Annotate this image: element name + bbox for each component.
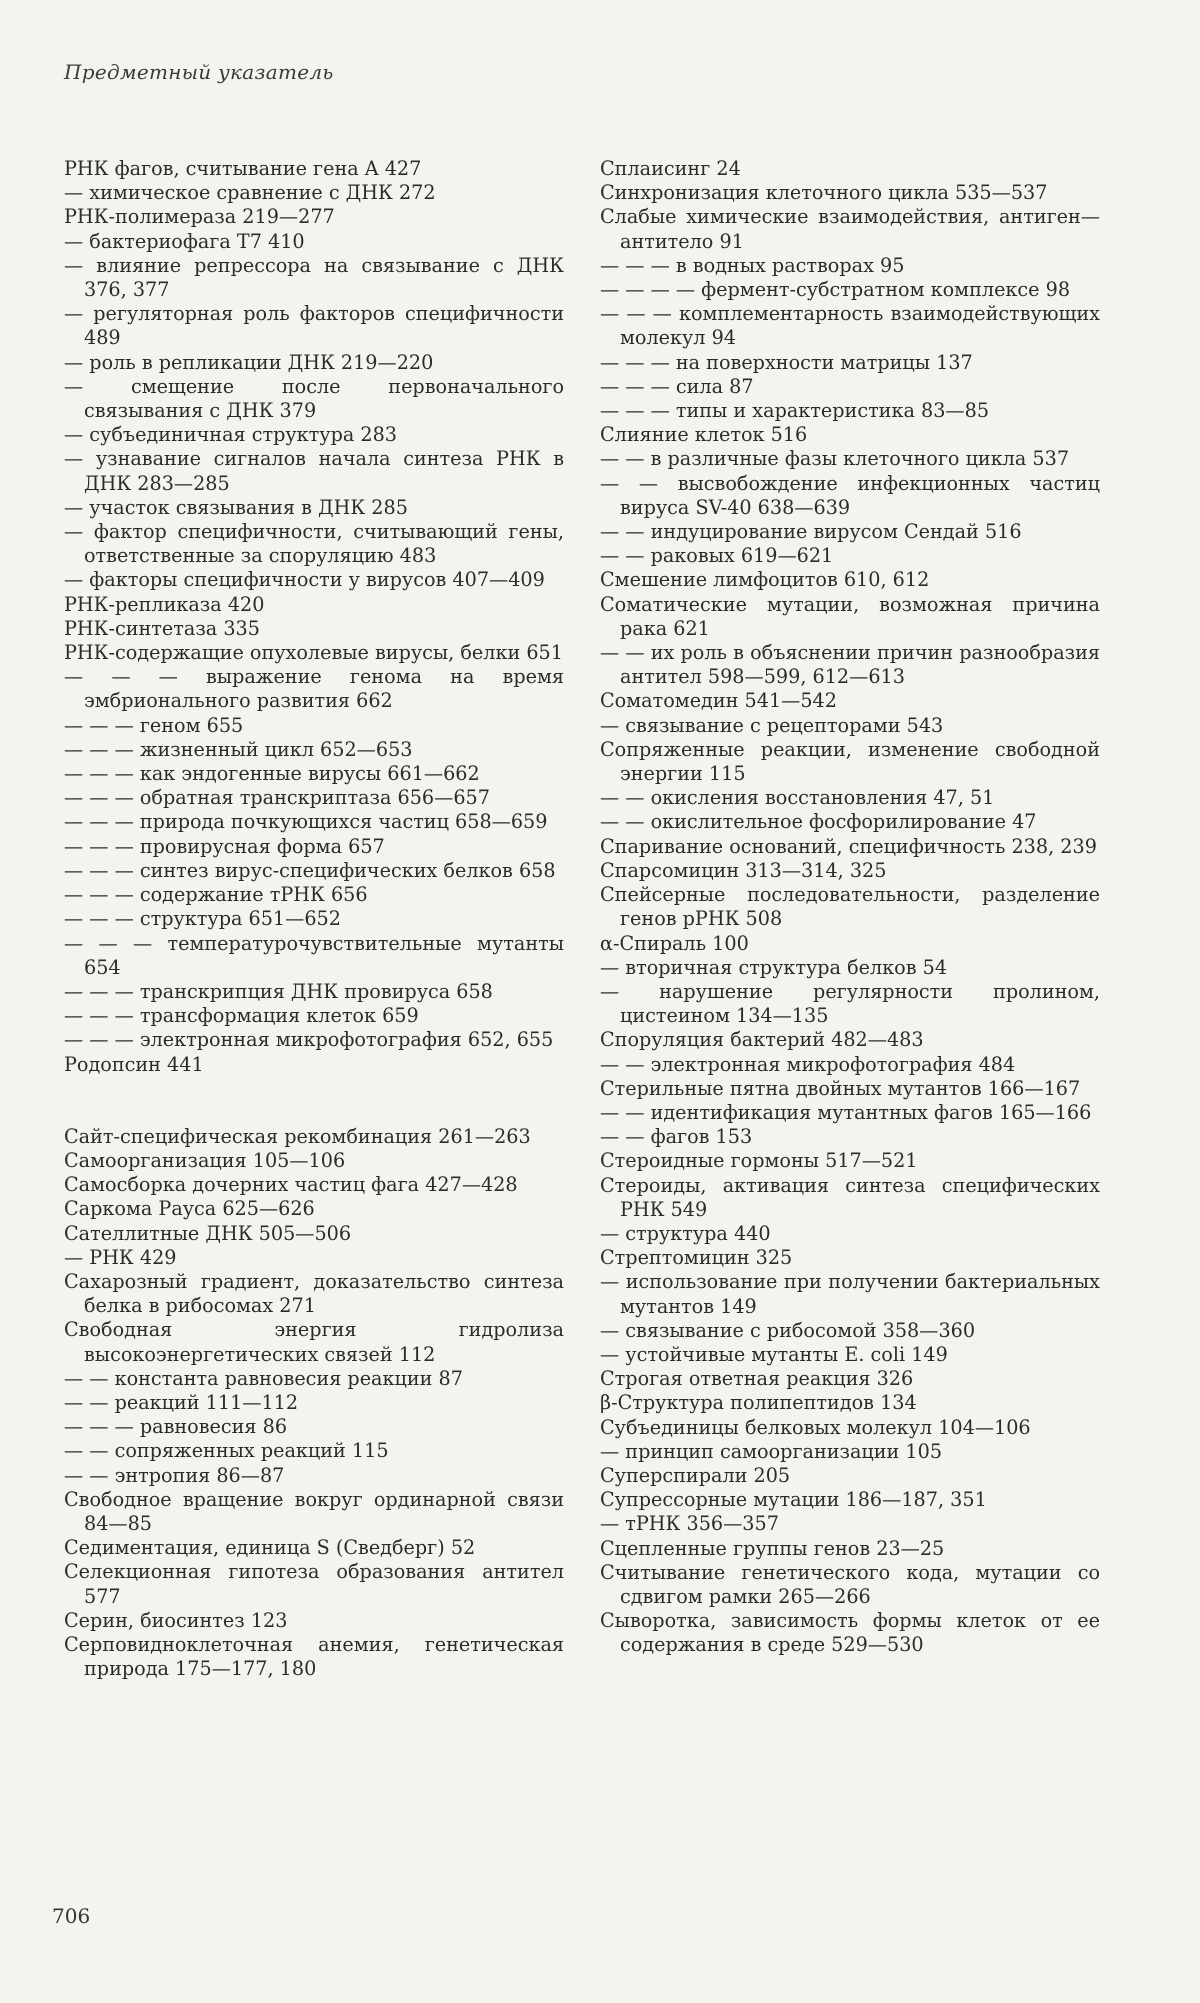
index-entry: Сопряженные реакции, изменение свободной энергии 115 (600, 737, 1100, 786)
index-entry: — субъединичная структура 283 (64, 423, 398, 447)
index-entry: Супрессорные мутации 186—187, 351 (600, 1488, 987, 1512)
index-entry: Спарсомицин 313—314, 325 (600, 858, 887, 882)
index-entry: Сыворотка, зависимость формы клеток от ее содержания в среде 529—530 (600, 1609, 1100, 1657)
index-entry: — структура 440 (600, 1221, 771, 1245)
index-entry: — смещение после первоначального связывания с ДНК 379 (64, 374, 564, 423)
index-entry: — — — в водных растворах 95 (600, 253, 905, 277)
index-entry: Селекционная гипотеза образования антител 577 (64, 1560, 564, 1608)
index-entry: — — — — фермент-субстратном комплексе 98 (600, 278, 1071, 302)
index-entry: — — — как эндогенные вирусы 661—662 (64, 762, 480, 786)
index-entry: — — — электронная микрофотография 652, 655 (64, 1028, 554, 1052)
index-entry: — — идентификация мутантных фагов 165—166 (600, 1100, 1092, 1124)
index-entry: Сахарозный градиент, доказательство синтеза белка в рибосомах 271 (64, 1269, 564, 1318)
index-entry: Стероиды, активация синтеза специфических РНК 549 (600, 1173, 1100, 1221)
index-entry: — — — выражение генома на время эмбрионального развития 662 (64, 665, 564, 713)
index-entry: — узнавание сигналов начала синтеза РНК в ДНК 283—285 (64, 447, 564, 495)
index-entry: Слияние клеток 516 (600, 423, 808, 447)
index-entry: — — — сила 87 (600, 374, 754, 398)
index-entry: — — окислительное фосфорилирование 47 (600, 810, 1037, 834)
index-entry: — устойчивые мутанты E. coli 149 (600, 1342, 948, 1366)
index-entry: — — — на поверхности матрицы 137 (600, 350, 973, 374)
index-entry: — — — геном 655 (64, 713, 244, 737)
index-entry: — — — содержание тРНК 656 (64, 883, 368, 907)
index-entry: Соматомедин 541—542 (600, 689, 837, 713)
index-entry: — — — равновесия 86 (64, 1415, 288, 1439)
index-entry: β-Структура полипептидов 134 (600, 1391, 917, 1415)
index-entry: — — — типы и характеристика 83—85 (600, 399, 990, 423)
index-entry: — РНК 429 (64, 1245, 177, 1269)
index-entry: Считывание генетического кода, мутации со сдвигом рамки 265—266 (600, 1560, 1100, 1608)
index-entry: Сайт-специфическая рекомбинация 261—263 (64, 1124, 531, 1148)
index-entry: — участок связывания в ДНК 285 (64, 495, 408, 519)
index-entry: Серповидноклеточная анемия, генетическая природа 175—177, 180 (64, 1632, 564, 1681)
index-entry: — химическое сравнение с ДНК 272 (64, 181, 436, 205)
index-entry: Строгая ответная реакция 326 (600, 1367, 914, 1391)
index-entry: — тРНК 356—357 (600, 1512, 779, 1536)
index-entry: Свободное вращение вокруг ординарной связи 84—85 (64, 1487, 564, 1535)
index-entry: Спейсерные последовательности, разделение генов рРНК 508 (600, 883, 1100, 931)
page-number: 706 (52, 1904, 91, 1928)
index-entry: — — в различные фазы клеточного цикла 537 (600, 447, 1070, 471)
index-entry: — — энтропия 86—87 (64, 1463, 285, 1487)
index-entry: Стерильные пятна двойных мутантов 166—167 (600, 1076, 1081, 1100)
index-entry: — — индуцирование вирусом Сендай 516 (600, 520, 1022, 544)
section-gap (64, 1077, 564, 1125)
index-entry: Сцепленные группы генов 23—25 (600, 1536, 945, 1560)
index-entry: α-Спираль 100 (600, 931, 749, 955)
index-entry: — — реакций 111—112 (64, 1390, 299, 1414)
index-entry: — — — провирусная форма 657 (64, 834, 385, 858)
index-entry: — связывание с рибосомой 358—360 (600, 1318, 976, 1342)
index-entry: Спаривание оснований, специфичность 238, 239 (600, 834, 1097, 858)
index-entry: РНК-содержащие опухолевые вирусы, белки 651 (64, 641, 563, 665)
index-entry: Седиментация, единица S (Сведберг) 52 (64, 1536, 476, 1560)
index-entry: Сателлитные ДНК 505—506 (64, 1221, 352, 1245)
index-entry: — связывание с рецепторами 543 (600, 713, 944, 737)
index-entry: РНК фагов, считывание гена A 427 (64, 157, 422, 180)
index-entry: — — — жизненный цикл 652—653 (64, 737, 413, 761)
index-entry: Серин, биосинтез 123 (64, 1608, 288, 1632)
index-entry: — — высвобождение инфекционных частиц вируса SV-40 638—639 (600, 471, 1100, 519)
index-entry: — — фагов 153 (600, 1125, 753, 1149)
index-entry: РНК-полимераза 219—277 (64, 205, 335, 229)
index-entry: РНК-репликаза 420 (64, 592, 265, 616)
index-entry: — — — транскрипция ДНК провируса 658 (64, 979, 493, 1003)
index-entry: — фактор специфичности, считывающий гены, ответственные за споруляцию 483 (64, 520, 564, 568)
index-entry: Стероидные гормоны 517—521 (600, 1149, 918, 1173)
index-entry: Субъединицы белковых молекул 104—106 (600, 1415, 1031, 1439)
running-header: Предметный указатель (64, 60, 334, 84)
index-entry: — — раковых 619—621 (600, 544, 834, 568)
index-entry: — — константа равновесия реакции 87 (64, 1366, 463, 1390)
index-entry: — влияние репрессора на связывание с ДНК 376, 377 (64, 253, 564, 302)
index-entry: — — — трансформация клеток 659 (64, 1004, 419, 1028)
index-column-right (600, 157, 1100, 1658)
index-entry: Суперспирали 205 (600, 1463, 791, 1487)
index-entry: — — — синтез вирус-специфических белков 658 (64, 858, 556, 882)
index-entry: Соматические мутации, возможная причина рака 621 (600, 592, 1100, 640)
index-entry: Сплаисинг 24 (600, 157, 741, 180)
index-entry: Самосборка дочерних частиц фага 427—428 (64, 1173, 518, 1197)
index-entry: — — окисления восстановления 47, 51 (600, 786, 995, 810)
index-entry: Саркома Рауса 625—626 (64, 1197, 315, 1221)
index-entry: Слабые химические взаимодействия, антиген—антитело 91 (600, 205, 1100, 253)
index-entry: РНК-синтетаза 335 (64, 616, 260, 640)
index-entry: Смешение лимфоцитов 610, 612 (600, 568, 930, 592)
index-entry: Синхронизация клеточного цикла 535—537 (600, 181, 1048, 205)
index-entry: Свободная энергия гидролиза высокоэнергетических связей 112 (64, 1318, 564, 1366)
index-entry: — — — комплементарность взаимодействующих молекул 94 (600, 302, 1100, 350)
index-entry: — регуляторная роль факторов специфичности 489 (64, 302, 564, 350)
index-entry: — факторы специфичности у вирусов 407—409 (64, 568, 545, 592)
index-entry: Родопсин 441 (64, 1052, 204, 1076)
index-entry: — нарушение регулярности пролином, цистеином 134—135 (600, 979, 1100, 1028)
index-entry: — — электронная микрофотография 484 (600, 1052, 1016, 1076)
index-entry: — использование при получении бактериальных мутантов 149 (600, 1270, 1100, 1318)
index-entry: — — — природа почкующихся частиц 658—659 (64, 810, 548, 834)
index-entry: — — — температурочувствительные мутанты 654 (64, 931, 564, 979)
index-entry: — — их роль в объяснении причин разнообразия антител 598—599, 612—613 (600, 641, 1100, 689)
index-entry: Самоорганизация 105—106 (64, 1148, 346, 1172)
index-entry: — бактериофага T7 410 (64, 229, 305, 253)
index-entry: — — — обратная транскриптаза 656—657 (64, 786, 490, 810)
index-entry: — роль в репликации ДНК 219—220 (64, 350, 434, 374)
index-entry: — — — структура 651—652 (64, 907, 341, 931)
index-entry: Споруляция бактерий 482—483 (600, 1028, 924, 1052)
index-entry: — принцип самоорганизации 105 (600, 1439, 943, 1463)
index-column-left (64, 157, 564, 1681)
index-entry: Стрептомицин 325 (600, 1246, 793, 1270)
index-entry: — — сопряженных реакций 115 (64, 1439, 389, 1463)
index-entry: — вторичная структура белков 54 (600, 955, 948, 979)
